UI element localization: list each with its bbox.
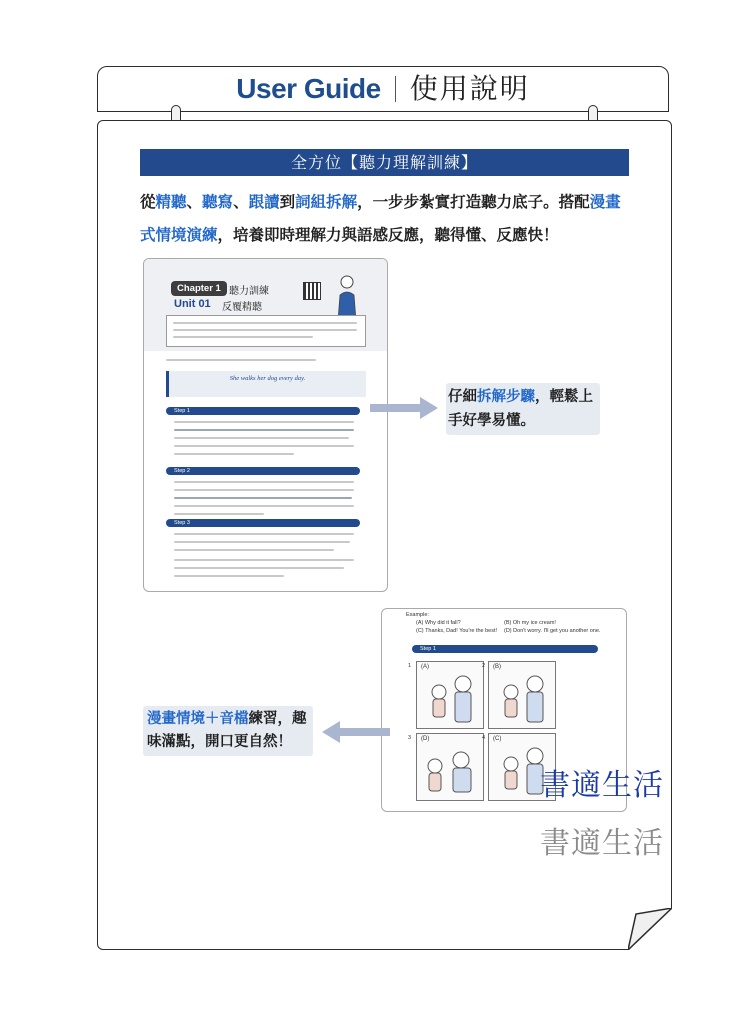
intro-highlight: 詞組拆解 xyxy=(295,193,358,211)
arrow-right-icon xyxy=(370,396,440,420)
callout-step-breakdown xyxy=(446,383,600,435)
lesson-page-thumbnail xyxy=(143,258,388,592)
callout-text xyxy=(448,385,600,433)
example-sentence-box xyxy=(166,371,366,397)
option-text: (D) Don't worry. I'll get you another one. xyxy=(504,628,601,634)
panel-tag: (A) xyxy=(421,664,429,670)
section-title-bar: 全方位【聽力理解訓練】 xyxy=(140,149,629,176)
intro-text: 、 xyxy=(186,193,203,211)
callout-text-part: ，輕鬆上手好學易懂。 xyxy=(448,389,593,429)
callout-highlight: 漫畫情境 xyxy=(147,711,205,727)
step-label: Step 1 xyxy=(174,408,190,414)
callout-comic-audio xyxy=(143,706,313,756)
callout-highlight: 音檔 xyxy=(219,711,249,727)
step-label: Step 2 xyxy=(174,468,190,474)
intro-text: 、 xyxy=(233,193,249,211)
unit-title: 反覆精聽 xyxy=(222,302,262,313)
panel-number: 3 xyxy=(408,735,412,741)
step-label: Step 1 xyxy=(420,646,436,652)
guide-header-tab xyxy=(97,66,669,112)
intro-text: 到 xyxy=(279,193,296,211)
step-bar xyxy=(166,467,360,475)
intro-highlight: 精聽 xyxy=(155,193,187,211)
unit-number: Unit 01 xyxy=(174,298,211,310)
title-divider xyxy=(395,76,396,102)
panel-tag: (C) xyxy=(493,736,502,742)
guide-title xyxy=(98,73,668,105)
callout-highlight: ＋ xyxy=(205,711,220,727)
watermark-text: 書適生活 xyxy=(540,768,664,803)
comic-panel xyxy=(416,661,484,729)
intro-note-box xyxy=(166,315,366,347)
intro-text: ，一步步紮實打造聽力底子。搭配 xyxy=(357,193,590,211)
example-label: Example: xyxy=(406,612,429,618)
chapter-title: 聽力訓練 xyxy=(229,286,269,297)
guide-title-english: User Guide xyxy=(236,73,381,104)
step-label: Step 3 xyxy=(174,520,190,526)
intro-paragraph xyxy=(140,186,635,252)
comic-figures-illustration xyxy=(417,734,486,800)
arrow-left-icon xyxy=(320,720,390,744)
intro-highlight: 聽寫 xyxy=(202,193,234,211)
comic-panel xyxy=(416,733,484,801)
option-text: (B) Oh my ice cream! xyxy=(504,620,556,626)
step-bar xyxy=(412,645,598,653)
step-bar xyxy=(166,407,360,415)
panel-tag: (B) xyxy=(493,664,501,670)
panel-number: 2 xyxy=(482,663,486,669)
watermark-text: 書適生活 xyxy=(540,826,664,861)
callout-text-part: 仔細 xyxy=(448,389,477,405)
option-text: (A) Why did it fall? xyxy=(416,620,461,626)
callout-text-part: 練習，趣味滿點，開口更自然！ xyxy=(147,711,307,750)
comic-panel xyxy=(488,661,556,729)
page-curl-corner xyxy=(628,908,672,950)
panel-number: 1 xyxy=(408,663,412,669)
panel-number: 4 xyxy=(482,735,486,741)
intro-text: 從 xyxy=(140,193,156,211)
option-text: (C) Thanks, Dad! You're the best! xyxy=(416,628,498,634)
qr-code-icon xyxy=(304,283,320,299)
comic-figures-illustration xyxy=(489,662,555,728)
callout-highlight: 拆解步驟 xyxy=(477,389,535,405)
thumbnail-header xyxy=(144,259,387,351)
example-sentence: She walks her dog every day. xyxy=(229,375,306,382)
callout-text xyxy=(147,708,313,754)
intro-text: ，培養即時理解力與語感反應，聽得懂、反應快！ xyxy=(217,226,559,244)
guide-title-chinese: 使用說明 xyxy=(409,72,530,105)
comic-figures-illustration xyxy=(417,662,486,728)
chapter-badge: Chapter 1 xyxy=(171,281,227,296)
intro-highlight: 跟讀 xyxy=(248,193,280,211)
intro-highlight: 漫畫式情境演練 xyxy=(140,193,621,244)
step-bar xyxy=(166,519,360,527)
panel-tag: (D) xyxy=(421,736,430,742)
